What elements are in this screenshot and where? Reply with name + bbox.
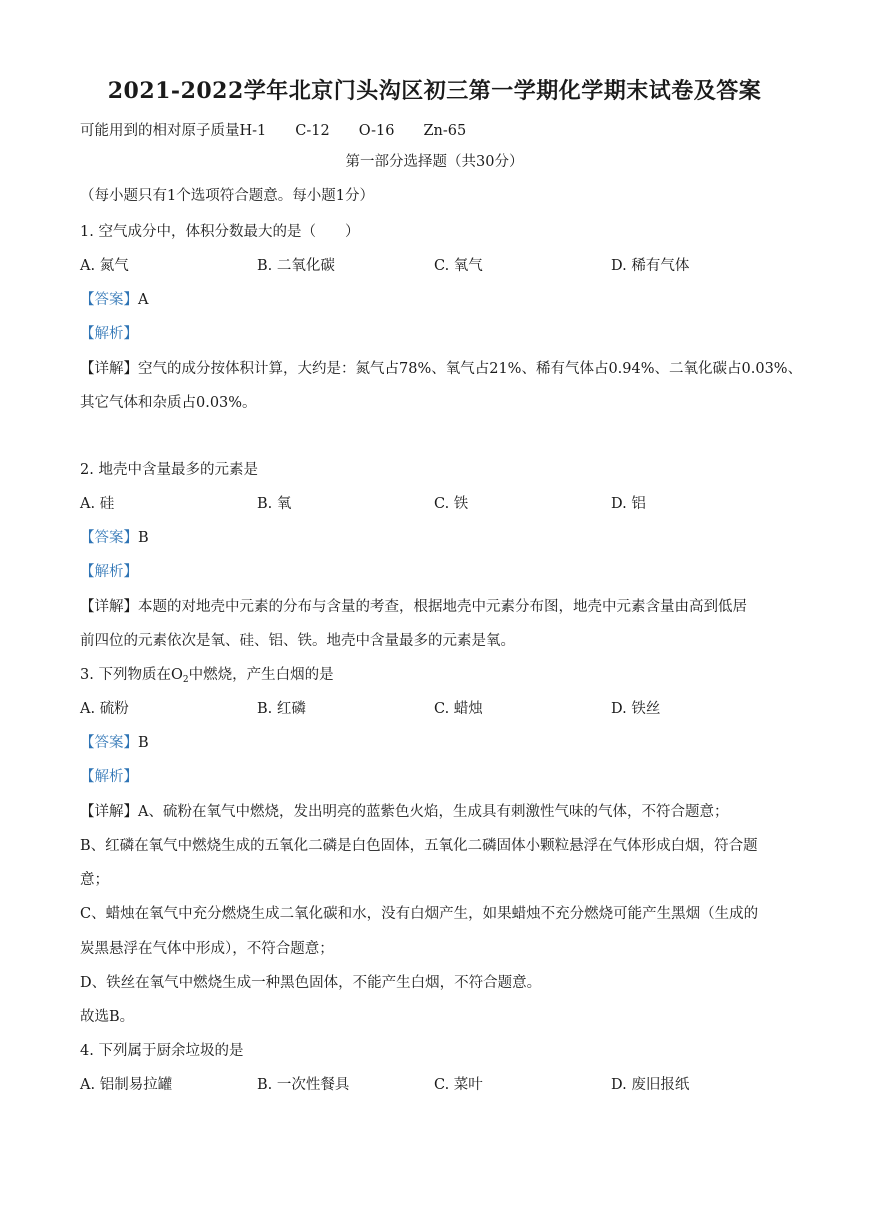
answer-tag: 【答案】 [80, 735, 138, 751]
question-2-analysis [80, 562, 138, 582]
question-1-detail-1: 【详解】空气的成分按体积计算，大约是：氮气占78%、氧气占21%、稀有气体占0.94%、二氧化碳占0.03%、 [80, 361, 803, 377]
question-2-option-c: C. 铁 [434, 496, 469, 512]
question-3-option-d: D. 铁丝 [611, 701, 661, 717]
answer-tag: 【答案】 [80, 292, 138, 308]
question-3-detail-5: 炭黑悬浮在气体中形成），不符合题意； [80, 941, 334, 957]
question-4-option-d: D. 废旧报纸 [611, 1077, 690, 1093]
answer-value: B [138, 735, 149, 751]
question-2-stem: 2. 地壳中含量最多的元素是 [80, 462, 258, 478]
question-3-option-b: B. 红磷 [257, 701, 306, 717]
question-1-detail-2: 其它气体和杂质占0.03%。 [80, 395, 257, 411]
analysis-tag: 【解析】 [80, 326, 138, 342]
question-3-detail-3: 意； [80, 872, 109, 888]
question-3-detail-7: 故选B。 [80, 1009, 135, 1025]
question-3-answer [80, 733, 149, 753]
question-3-detail-6: D、铁丝在氧气中燃烧生成一种黑色固体，不能产生白烟，不符合题意。 [80, 975, 542, 991]
question-2-answer [80, 528, 149, 548]
question-3-analysis [80, 767, 138, 787]
question-3-stem: 3. 下列物质在$O_2$中燃烧，产生白烟的是 [80, 667, 334, 685]
question-3-detail-2: B、红磷在氧气中燃烧生成的五氧化二磷是白色固体，五氧化二磷固体小颗粒悬浮在气体形成白烟，符合题 [80, 838, 758, 854]
question-2-detail-1: 【详解】本题的对地壳中元素的分布与含量的考查，根据地壳中元素分布图，地壳中元素含量由高到低居 [80, 599, 747, 615]
answer-tag: 【答案】 [80, 530, 138, 546]
question-2-option-d: D. 铝 [611, 496, 646, 512]
question-1-stem: 1. 空气成分中，体积分数最大的是（ ） [80, 224, 360, 240]
question-3-option-a: A. 硫粉 [80, 701, 129, 717]
instruction: （每小题只有1个选项符合题意。每小题1分） [80, 188, 374, 204]
question-1-analysis [80, 324, 138, 344]
answer-value: B [138, 530, 149, 546]
question-4-option-b: B. 一次性餐具 [257, 1077, 350, 1093]
detail-tag: 【详解】 [80, 361, 138, 377]
question-4-option-c: C. 菜叶 [434, 1077, 483, 1093]
question-4-option-a: A. 铝制易拉罐 [80, 1077, 173, 1093]
question-1-option-a: A. 氮气 [80, 258, 129, 274]
question-1-option-c: C. 氧气 [434, 258, 483, 274]
question-1-answer [80, 290, 148, 310]
question-4-stem: 4. 下列属于厨余垃圾的是 [80, 1043, 244, 1059]
document-title: 2021-2022学年北京门头沟区初三第一学期化学期末试卷及答案 [107, 78, 762, 104]
analysis-tag: 【解析】 [80, 769, 138, 785]
question-3-detail-4: C、蜡烛在氧气中充分燃烧生成二氧化碳和水，没有白烟产生，如果蜡烛不充分燃烧可能产生黑烟（生成的 [80, 906, 759, 922]
analysis-tag: 【解析】 [80, 564, 138, 580]
question-3-detail-1: 【详解】A、硫粉在氧气中燃烧，发出明亮的蓝紫色火焰，生成具有刺激性气味的气体，不符合题意； [80, 804, 729, 820]
detail-tag: 【详解】 [80, 599, 138, 615]
section-title: 第一部分选择题（共30分） [345, 154, 524, 170]
question-2-option-b: B. 氧 [257, 496, 292, 512]
question-2-option-a: A. 硅 [80, 496, 115, 512]
question-1-option-d: D. 稀有气体 [611, 258, 690, 274]
question-2-detail-2: 前四位的元素依次是氧、硅、铝、铁。地壳中含量最多的元素是氧。 [80, 633, 515, 649]
question-1-option-b: B. 二氧化碳 [257, 258, 335, 274]
atomic-mass-line: 可能用到的相对原子质量H-1 C-12 O-16 Zn-65 [80, 123, 467, 139]
question-3-option-c: C. 蜡烛 [434, 701, 483, 717]
detail-tag: 【详解】 [80, 804, 138, 820]
answer-value: A [138, 292, 149, 308]
